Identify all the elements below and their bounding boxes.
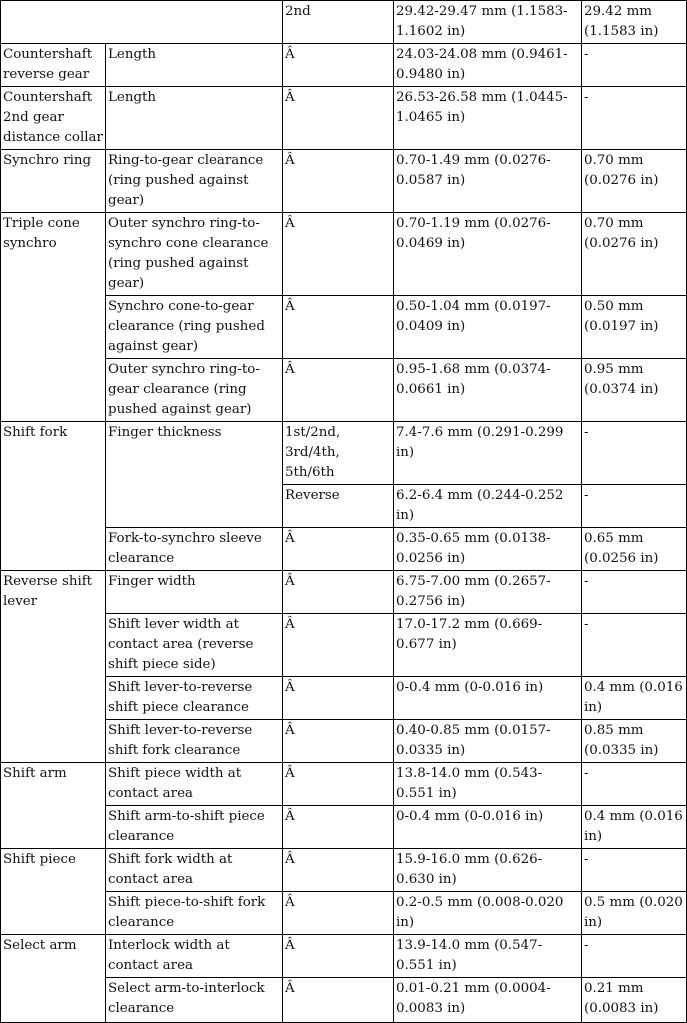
item-cell: Shift fork width at contact area [106,849,283,892]
standard-value-cell: 0.2-0.5 mm (0.008-0.020 in) [394,892,582,935]
standard-value-cell: 6.75-7.00 mm (0.2657-0.2756 in) [394,571,582,614]
standard-value-cell: 0-0.4 mm (0-0.016 in) [394,806,582,849]
standard-value-cell: 0.70-1.49 mm (0.0276-0.0587 in) [394,150,582,213]
service-limit-cell: 0.4 mm (0.016 in) [582,677,687,720]
condition-cell: 1st/2nd, 3rd/4th, 5th/6th [283,422,394,485]
table-row [1,935,687,978]
item-cell: Shift arm-to-shift piece clearance [106,806,283,849]
item-cell: Interlock width at contact area [106,935,283,978]
standard-value-cell: 7.4-7.6 mm (0.291-0.299 in) [394,422,582,485]
condition-cell: Â [283,978,394,1023]
standard-value-cell: 26.53-26.58 mm (1.0445-1.0465 in) [394,87,582,150]
service-limit-cell: - [582,571,687,614]
standard-value-cell: 15.9-16.0 mm (0.626-0.630 in) [394,849,582,892]
item-cell: Outer synchro ring-to-synchro cone clearance (ring pushed against gear) [106,213,283,296]
standard-value-cell: 0.40-0.85 mm (0.0157-0.0335 in) [394,720,582,763]
condition-cell: Â [283,528,394,571]
condition-cell: Â [283,296,394,359]
service-limit-cell: - [582,485,687,528]
item-cell: Length [106,44,283,87]
item-cell: Outer synchro ring-to-gear clearance (ring pushed against gear) [106,359,283,422]
service-limit-cell: 0.95 mm (0.0374 in) [582,359,687,422]
part-name-cell: Synchro ring [1,150,106,213]
item-cell: Finger width [106,571,283,614]
condition-cell: Â [283,44,394,87]
item-cell: Finger thickness [106,422,283,528]
table-row [1,1,687,44]
condition-cell: Â [283,935,394,978]
item-cell: Shift lever-to-reverse shift fork clearance [106,720,283,763]
table-row [1,44,687,87]
table-row [1,87,687,150]
table-row [1,849,687,892]
part-name-cell: Select arm [1,935,106,1023]
standard-value-cell: 24.03-24.08 mm (0.9461-0.9480 in) [394,44,582,87]
service-limit-cell: 0.65 mm (0.0256 in) [582,528,687,571]
item-cell: Synchro cone-to-gear clearance (ring pushed against gear) [106,296,283,359]
service-limit-cell: - [582,849,687,892]
service-limit-cell: 0.4 mm (0.016 in) [582,806,687,849]
part-name-cell [1,1,283,44]
part-name-cell: Shift arm [1,763,106,849]
service-limit-cell: - [582,44,687,87]
item-cell: Select arm-to-interlock clearance [106,978,283,1023]
standard-value-cell: 0-0.4 mm (0-0.016 in) [394,677,582,720]
item-cell: Fork-to-synchro sleeve clearance [106,528,283,571]
service-limit-cell: - [582,422,687,485]
condition-cell: Â [283,87,394,150]
service-limit-cell: - [582,935,687,978]
condition-cell: Â [283,150,394,213]
part-name-cell: Countershaft 2nd gear distance collar [1,87,106,150]
service-limit-cell: 0.70 mm (0.0276 in) [582,150,687,213]
item-cell: Ring-to-gear clearance (ring pushed against gear) [106,150,283,213]
item-cell: Shift piece width at contact area [106,763,283,806]
service-limit-cell: 0.85 mm (0.0335 in) [582,720,687,763]
condition-cell: Â [283,720,394,763]
service-limit-cell: 0.5 mm (0.020 in) [582,892,687,935]
standard-value-cell: 0.35-0.65 mm (0.0138-0.0256 in) [394,528,582,571]
item-cell: Shift piece-to-shift fork clearance [106,892,283,935]
part-name-cell: Reverse shift lever [1,571,106,763]
part-name-cell: Triple cone synchro [1,213,106,422]
condition-cell: Â [283,614,394,677]
standard-value-cell: 13.8-14.0 mm (0.543-0.551 in) [394,763,582,806]
table-row [1,150,687,213]
condition-cell: 2nd [283,1,394,44]
standard-value-cell: 6.2-6.4 mm (0.244-0.252 in) [394,485,582,528]
condition-cell: Â [283,763,394,806]
service-limit-cell: 29.42 mm (1.1583 in) [582,1,687,44]
table-row [1,571,687,614]
standard-value-cell: 0.70-1.19 mm (0.0276-0.0469 in) [394,213,582,296]
condition-cell: Reverse [283,485,394,528]
condition-cell: Â [283,571,394,614]
condition-cell: Â [283,359,394,422]
part-name-cell: Shift fork [1,422,106,571]
standard-value-cell: 29.42-29.47 mm (1.1583-1.1602 in) [394,1,582,44]
condition-cell: Â [283,213,394,296]
item-cell: Length [106,87,283,150]
standard-value-cell: 0.95-1.68 mm (0.0374-0.0661 in) [394,359,582,422]
condition-cell: Â [283,849,394,892]
table-row [1,422,687,485]
service-limit-cell: 0.70 mm (0.0276 in) [582,213,687,296]
standard-value-cell: 0.50-1.04 mm (0.0197-0.0409 in) [394,296,582,359]
service-limit-cell: - [582,87,687,150]
service-limit-cell: - [582,763,687,806]
condition-cell: Â [283,892,394,935]
table-row [1,763,687,806]
service-limit-cell: 0.50 mm (0.0197 in) [582,296,687,359]
standard-value-cell: 0.01-0.21 mm (0.0004-0.0083 in) [394,978,582,1023]
condition-cell: Â [283,677,394,720]
service-limit-cell: 0.21 mm (0.0083 in) [582,978,687,1023]
item-cell: Shift lever-to-reverse shift piece clearance [106,677,283,720]
standard-value-cell: 17.0-17.2 mm (0.669-0.677 in) [394,614,582,677]
part-name-cell: Countershaft reverse gear [1,44,106,87]
standard-value-cell: 13.9-14.0 mm (0.547-0.551 in) [394,935,582,978]
item-cell: Shift lever width at contact area (reverse shift piece side) [106,614,283,677]
service-limit-cell: - [582,614,687,677]
condition-cell: Â [283,806,394,849]
table-row [1,213,687,296]
part-name-cell: Shift piece [1,849,106,935]
